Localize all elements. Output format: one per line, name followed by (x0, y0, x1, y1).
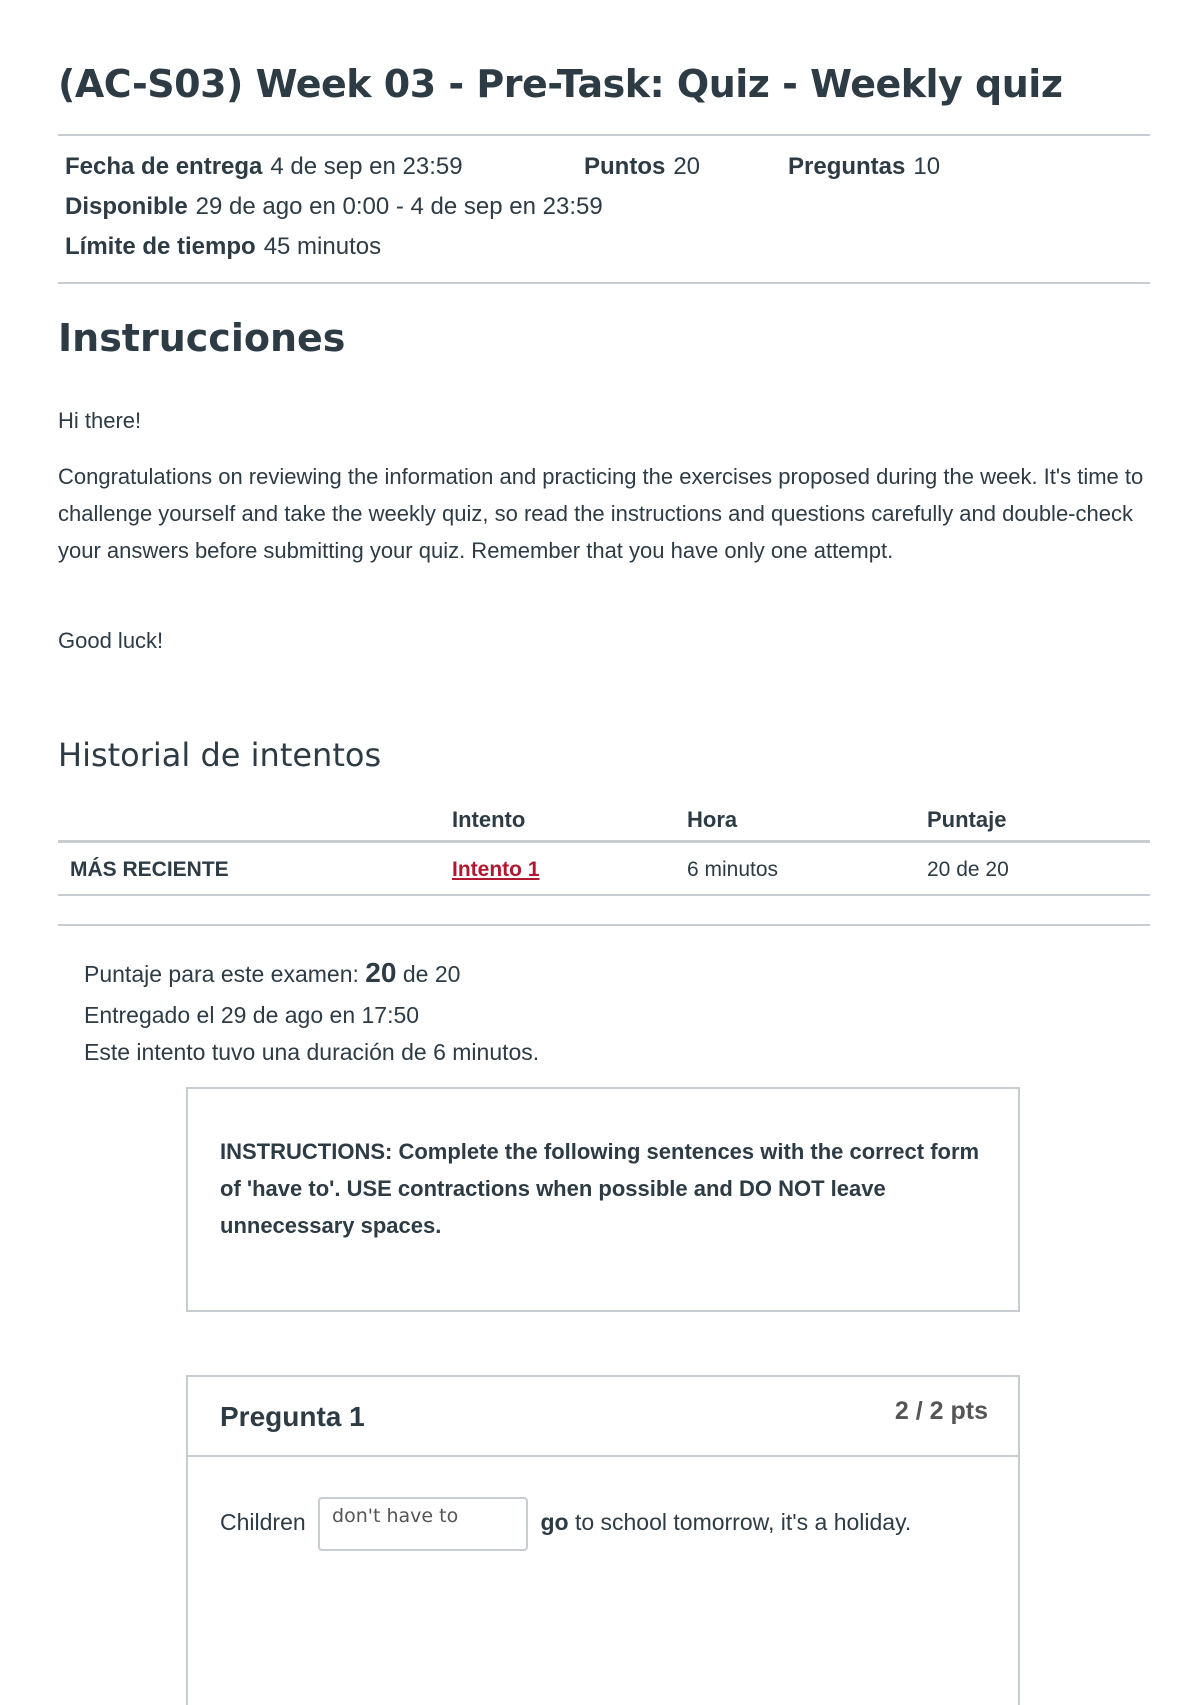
instructions-box (186, 1087, 1020, 1312)
history-row-label: MÁS RECIENTE (70, 858, 229, 881)
instructions-closing: Good luck! (58, 628, 164, 653)
history-bottom-divider (58, 924, 1150, 926)
question-1-card (186, 1375, 1020, 1705)
time-limit-value: 45 minutos (263, 233, 382, 260)
time-limit (65, 233, 381, 261)
question-1-title: Pregunta 1 (220, 1401, 365, 1432)
title-divider (58, 134, 1150, 136)
availability (65, 193, 603, 221)
submitted-date: Entregado el 29 de ago en 17:50 (84, 1002, 420, 1028)
score-value: 20 (365, 957, 397, 988)
question-1-body (220, 1497, 911, 1551)
due-value: 4 de sep en 23:59 (270, 153, 463, 180)
question-1-answer-input[interactable]: don't have to (318, 1497, 528, 1551)
question-1-verb: go (540, 1509, 569, 1536)
history-heading: Historial de intentos (58, 736, 382, 774)
questions-count (788, 153, 940, 181)
points (584, 153, 700, 181)
score-suffix: de 20 (402, 961, 461, 987)
available-value: 29 de ago en 0:00 - 4 de sep en 23:59 (195, 193, 603, 220)
time-limit-label: Límite de tiempo (65, 233, 256, 260)
instructions-body: Congratulations on reviewing the information and practicing the exercises proposed during the week. It's time to challenge yourself and take the weekly quiz, so read the instructions and questions carefully and double-check your answers before submitting your quiz. Remember that you have only one attempt. (58, 464, 1144, 563)
questions-label: Preguntas (788, 153, 906, 180)
available-label: Disponible (65, 193, 188, 220)
score-prefix: Puntaje para este examen: (84, 961, 359, 987)
points-label: Puntos (584, 153, 666, 180)
history-col-attempt: Intento (452, 807, 526, 832)
history-row-time: 6 minutos (687, 858, 779, 881)
page-title: (AC-S03) Week 03 - Pre-Task: Quiz - Weekly quiz (58, 62, 1063, 106)
attempt-duration: Este intento tuvo una duración de 6 minutos. (84, 1039, 540, 1065)
history-row-score: 20 de 20 (927, 858, 1009, 881)
exam-score (84, 957, 460, 989)
attempt-1-link[interactable]: Intento 1 (452, 858, 540, 881)
instructions-greeting: Hi there! (58, 408, 142, 433)
history-row-divider (58, 894, 1150, 896)
question-1-points: 2 / 2 pts (894, 1397, 988, 1425)
instructions-box-text: INSTRUCTIONS: Complete the following sentences with the correct form of 'have to'. USE contractions when possible and DO NOT leave unnecessary spaces. (220, 1139, 980, 1238)
points-value: 20 (673, 153, 701, 180)
question-1-before: Children (220, 1509, 306, 1536)
history-row-attempt (452, 858, 540, 882)
question-1-header (188, 1377, 1018, 1457)
questions-value: 10 (913, 153, 941, 180)
due-label: Fecha de entrega (65, 153, 263, 180)
history-col-score: Puntaje (927, 807, 1007, 832)
meta-divider (58, 282, 1150, 284)
history-col-time: Hora (687, 807, 738, 832)
history-header-line (58, 840, 1150, 843)
instructions-heading: Instrucciones (58, 316, 346, 360)
due-date (65, 153, 463, 181)
question-1-after: to school tomorrow, it's a holiday. (574, 1509, 912, 1536)
